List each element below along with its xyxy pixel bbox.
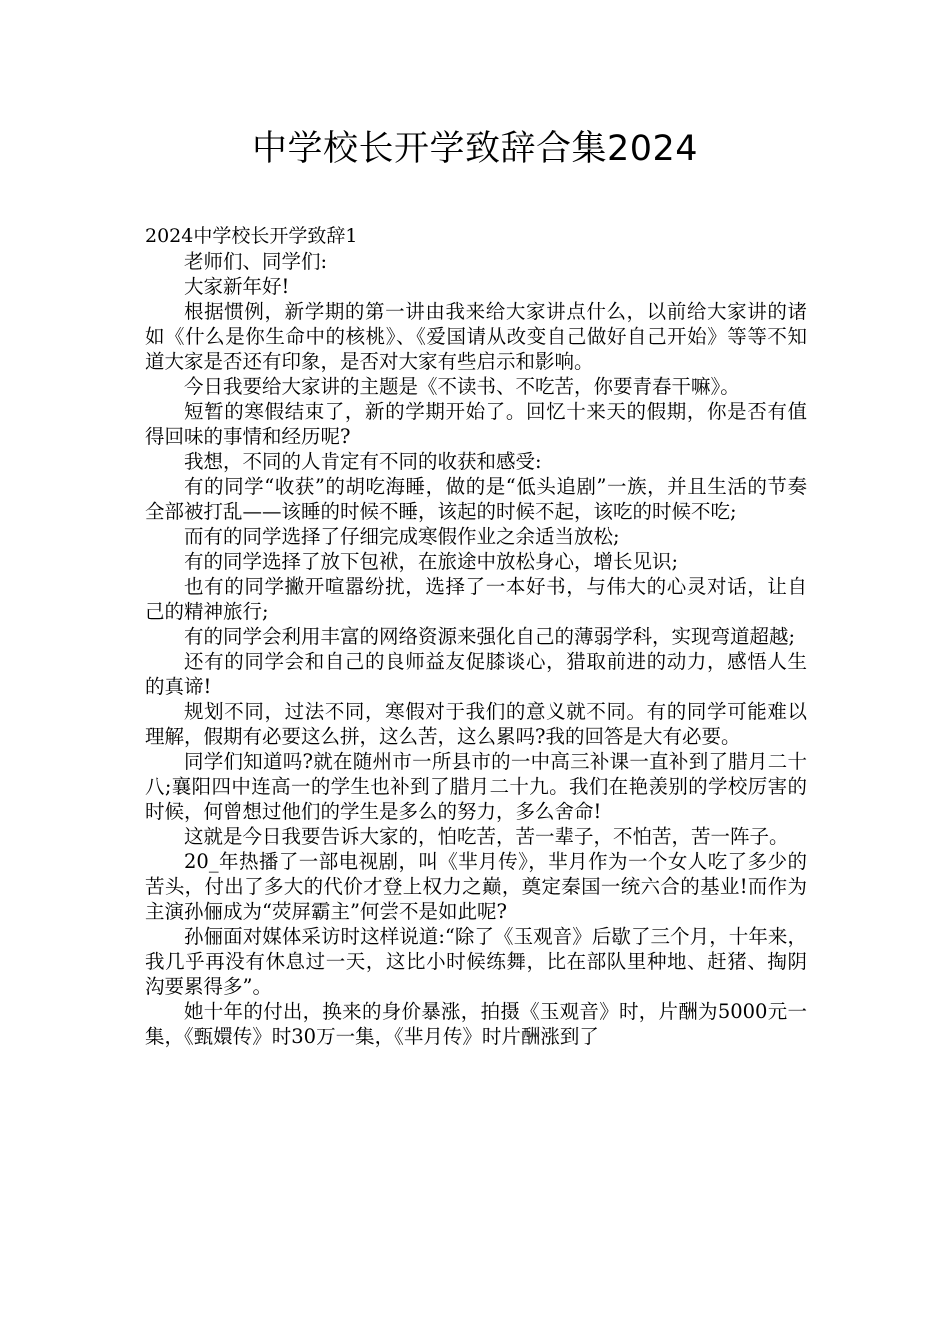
paragraph: 我想，不同的人肯定有不同的收获和感受: (184, 450, 542, 473)
paragraph: 短暂的寒假结束了，新的学期开始了。回忆十来天的假期，你是否有值得回味的事情和经历呢? (145, 400, 807, 448)
paragraph: 也有的同学撇开喧嚣纷扰，选择了一本好书，与伟大的心灵对话，让自己的精神旅行; (145, 575, 807, 623)
paragraph-greeting: 大家新年好! (184, 275, 290, 298)
paragraph: 有的同学会利用丰富的网络资源来强化自己的薄弱学科，实现弯道超越; (184, 625, 796, 648)
section-heading: 2024中学校长开学致辞1 (145, 225, 358, 247)
paragraph: 根据惯例，新学期的第一讲由我来给大家讲点什么，以前给大家讲的诸如《什么是你生命中的核桃》、《爱国请从改变自己做好自己开始》等等不知道大家是否还有印象，是否对大家有些启示和影响。 (145, 300, 807, 373)
paragraph: 同学们知道吗?就在随州市一所县市的一中高三补课一直补到了腊月二十八;襄阳四中连高一的学生也补到了腊月二十九。我们在艳羡别的学校厉害的时候，何曾想过他们的学生是多么的努力，多么舍命! (145, 750, 807, 823)
paragraph: 20_年热播了一部电视剧，叫《芈月传》，芈月作为一个女人吃了多少的苦头，付出了多大的代价才登上权力之巅，奠定秦国一统六合的基业!而作为主演孙俪成为“荧屏霸主”何尝不是如此呢? (145, 850, 807, 923)
paragraph: 她十年的付出，换来的身价暴涨，拍摄《玉观音》时，片酬为5000元一集，《甄嬛传》时30万一集，《芈月传》时片酬涨到了 (145, 1000, 807, 1048)
paragraph: 规划不同，过法不同，寒假对于我们的意义就不同。有的同学可能难以理解，假期有必要这么拼，这么苦，这么累吗?我的回答是大有必要。 (145, 700, 807, 748)
document-title: 中学校长开学致辞合集2024 (251, 129, 699, 169)
document-body (145, 224, 807, 1049)
paragraph: 还有的同学会和自己的良师益友促膝谈心，猎取前进的动力，感悟人生的真谛! (145, 650, 807, 698)
paragraph: 而有的同学选择了仔细完成寒假作业之余适当放松; (184, 525, 620, 548)
paragraph: 今日我要给大家讲的主题是《不读书、不吃苦，你要青春干嘛》。 (184, 375, 740, 398)
paragraph: 孙俪面对媒体采访时这样说道:“除了《玉观音》后歇了三个月，十年来，我几乎再没有休息过一天，这比小时候练舞，比在部队里种地、赶猪、掏阴沟要累得多”。 (145, 925, 807, 998)
paragraph-salutation: 老师们、同学们: (184, 250, 328, 273)
paragraph: 有的同学“收获”的胡吃海睡，做的是“低头追剧”一族，并且生活的节奏全部被打乱——该睡的时候不睡，该起的时候不起，该吃的时候不吃; (145, 475, 807, 523)
paragraph: 这就是今日我要告诉大家的，怕吃苦，苦一辈子，不怕苦，苦一阵子。 (184, 825, 789, 848)
paragraph: 有的同学选择了放下包袱，在旅途中放松身心，增长见识; (184, 550, 679, 573)
